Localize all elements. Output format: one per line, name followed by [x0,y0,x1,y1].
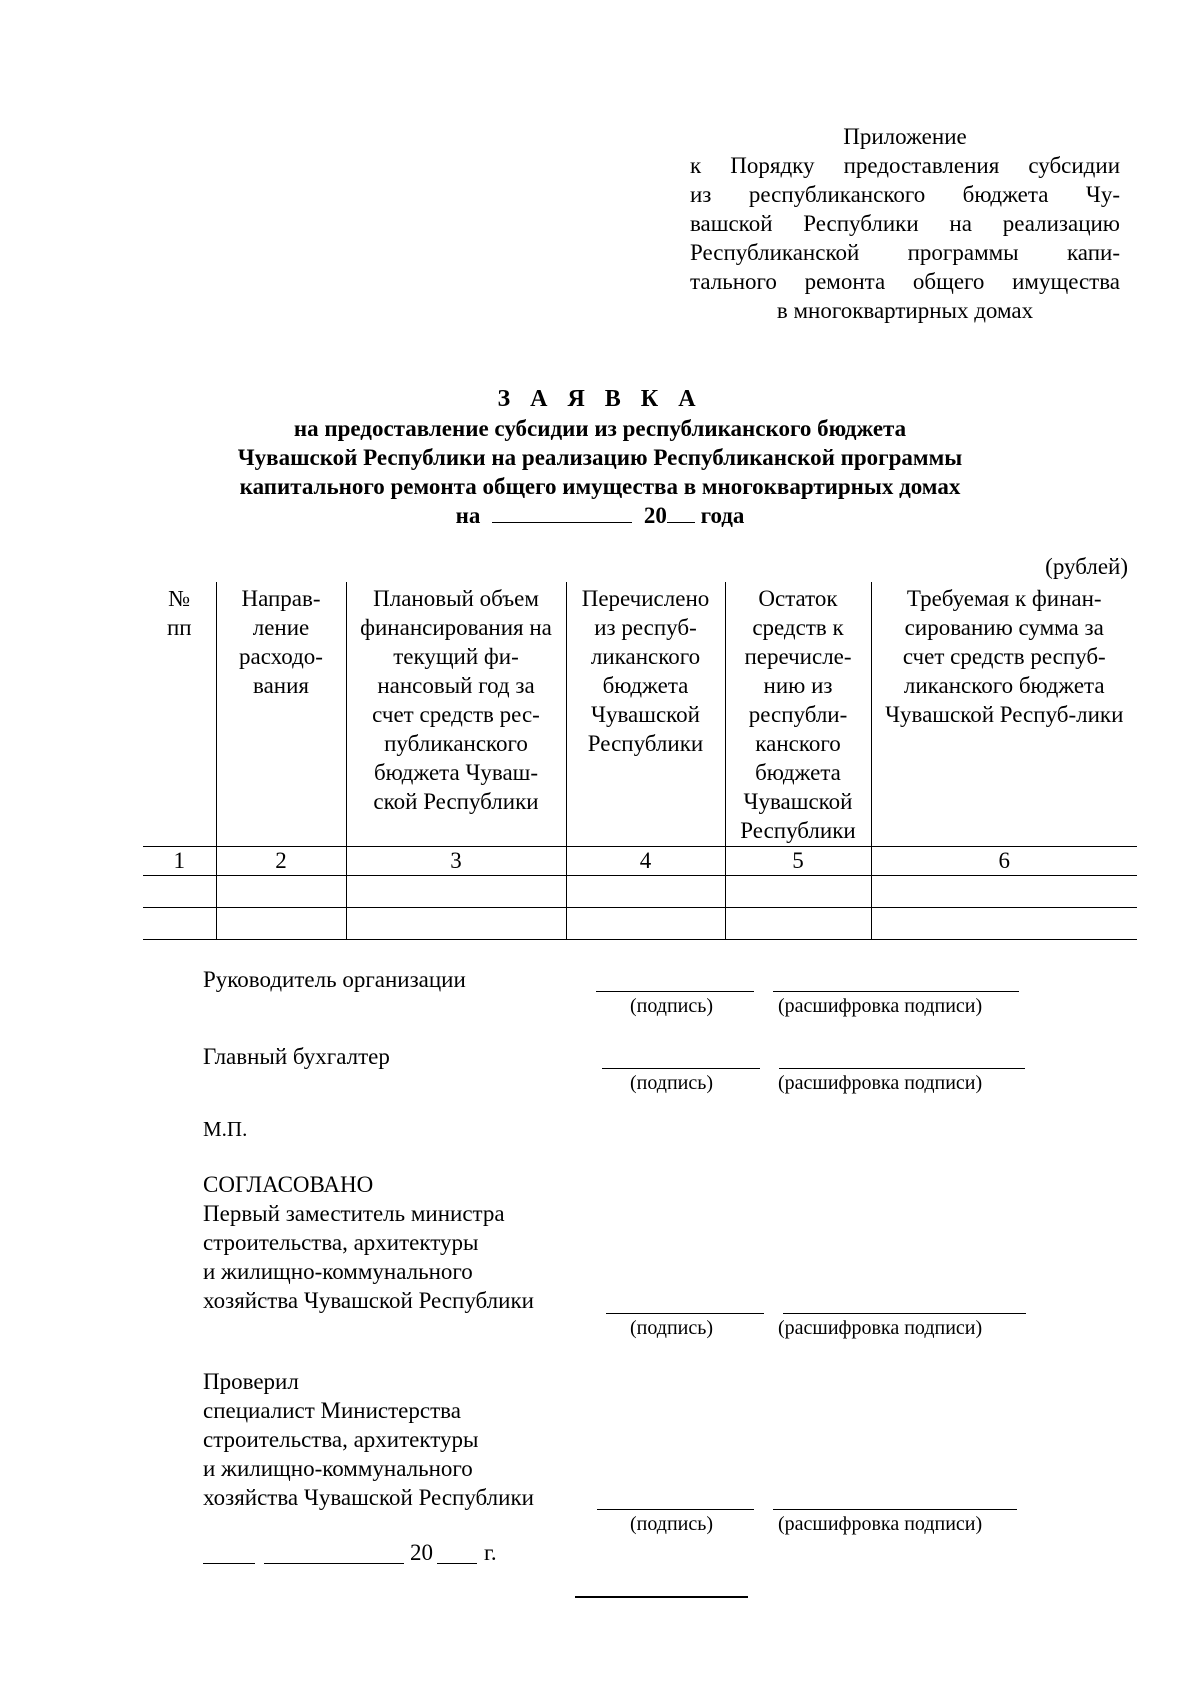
table-units: (рублей) [1045,554,1128,579]
agreed-block [203,1170,534,1315]
col-header-direction: Направ-ление расходо-вания [216,582,346,847]
head-caption-decode: (расшифровка подписи) [778,995,983,1017]
col-header-required: Требуемая к финан-сированию сумма за счет средств респуб-ликанского бюджета Чувашской Респуб-лики [871,582,1137,847]
appendix-body [690,151,1120,296]
agreed-caption-signature: (подпись) [630,1317,714,1339]
request-table [143,582,1137,940]
head-signature-line[interactable] [596,991,754,992]
agreed-line: и жилищно-коммунального [203,1259,473,1284]
checked-line: хозяйства Чувашской Республики [203,1485,534,1510]
col-header-number: № пп [143,582,216,847]
stamp-label: М.П. [203,1117,248,1141]
table-cell[interactable] [566,908,725,940]
request-year-blank[interactable] [667,502,695,523]
accountant-signature-line[interactable] [602,1068,760,1069]
agreed-line: строительства, архитектуры [203,1230,479,1255]
table-cell[interactable] [566,876,725,908]
agreed-line: хозяйства Чувашской Республики [203,1288,534,1313]
agreed-caption-decode: (расшифровка подписи) [778,1317,983,1339]
col-number: 3 [346,847,566,876]
accountant-caption-signature: (подпись) [630,1072,714,1094]
appendix-block [690,122,1120,325]
date-year-prefix: 20 [410,1540,433,1565]
table-cell[interactable] [143,876,216,908]
col-number: 1 [143,847,216,876]
appendix-line: вашской Республики на реализацию [690,211,1120,236]
date-year-blank[interactable] [437,1563,477,1564]
col-header-transferred: Перечислено из респуб-ликанского бюджета Чувашской Республики [566,582,725,847]
checked-caption-signature: (подпись) [630,1513,714,1535]
head-decode-line[interactable] [773,991,1019,992]
checked-signature-line[interactable] [597,1509,754,1510]
appendix-line: из республиканского бюджета Чу- [690,182,1120,207]
request-date-suffix: года [700,503,745,528]
table-cell[interactable] [346,908,566,940]
checked-line: Проверил [203,1369,299,1394]
agreed-signature-line[interactable] [606,1313,764,1314]
date-month-blank[interactable] [264,1563,404,1564]
col-number: 5 [725,847,871,876]
date-day-blank[interactable] [203,1563,255,1564]
table-cell[interactable] [725,908,871,940]
col-header-planned: Плановый объем финансирования на текущий фи-нансовый год за счет средств рес-публиканского бюджета Чуваш-ской Республики [346,582,566,847]
checked-line: и жилищно-коммунального [203,1456,473,1481]
table-cell[interactable] [143,908,216,940]
col-number: 2 [216,847,346,876]
col-header-remainder: Остаток средств к перечисле-нию из республи-канского бюджета Чувашской Республики [725,582,871,847]
table-header-row [143,582,1137,847]
agreed-decode-line[interactable] [783,1313,1026,1314]
table-row [143,876,1137,908]
agreed-line: Первый заместитель министра [203,1201,505,1226]
col-number: 4 [566,847,725,876]
appendix-last-line: в многоквартирных домах [776,298,1034,323]
table-number-row [143,847,1137,876]
table-cell[interactable] [216,908,346,940]
accountant-decode-line[interactable] [779,1068,1025,1069]
request-date-year: 20 [643,503,667,528]
request-date-line [150,501,1050,530]
date-suffix: г. [484,1540,497,1565]
table-cell[interactable] [346,876,566,908]
checked-line: специалист Министерства [203,1398,461,1423]
accountant-label: Главный бухгалтер [203,1044,390,1069]
request-line: капитального ремонта общего имущества в многоквартирных домах [239,474,961,499]
checked-decode-line[interactable] [773,1509,1017,1510]
agreed-title: СОГЛАСОВАНО [203,1172,374,1197]
table-cell[interactable] [725,876,871,908]
table-cell[interactable] [871,908,1137,940]
checked-line: строительства, архитектуры [203,1427,479,1452]
request-title-block [150,385,1050,530]
head-label: Руководитель организации [203,967,466,992]
appendix-line: к Порядку предоставления субсидии [690,153,1120,178]
col-number: 6 [871,847,1137,876]
request-date-prefix: на [455,503,481,528]
appendix-title: Приложение [843,124,967,149]
request-line: Чувашской Республики на реализацию Республиканской программы [237,445,963,470]
request-line: на предоставление субсидии из республиканского бюджета [293,416,907,441]
closing-rule [575,1596,748,1598]
request-date-blank[interactable] [492,502,632,523]
checked-block [203,1367,534,1512]
checked-caption-decode: (расшифровка подписи) [778,1513,983,1535]
appendix-line: Республиканской программы капи- [690,240,1120,265]
accountant-caption-decode: (расшифровка подписи) [778,1072,983,1094]
head-caption-signature: (подпись) [630,995,714,1017]
table-row [143,908,1137,940]
table-cell[interactable] [216,876,346,908]
request-heading: З А Я В К А [497,386,703,412]
table-cell[interactable] [871,876,1137,908]
appendix-line: тального ремонта общего имущества [690,269,1120,294]
